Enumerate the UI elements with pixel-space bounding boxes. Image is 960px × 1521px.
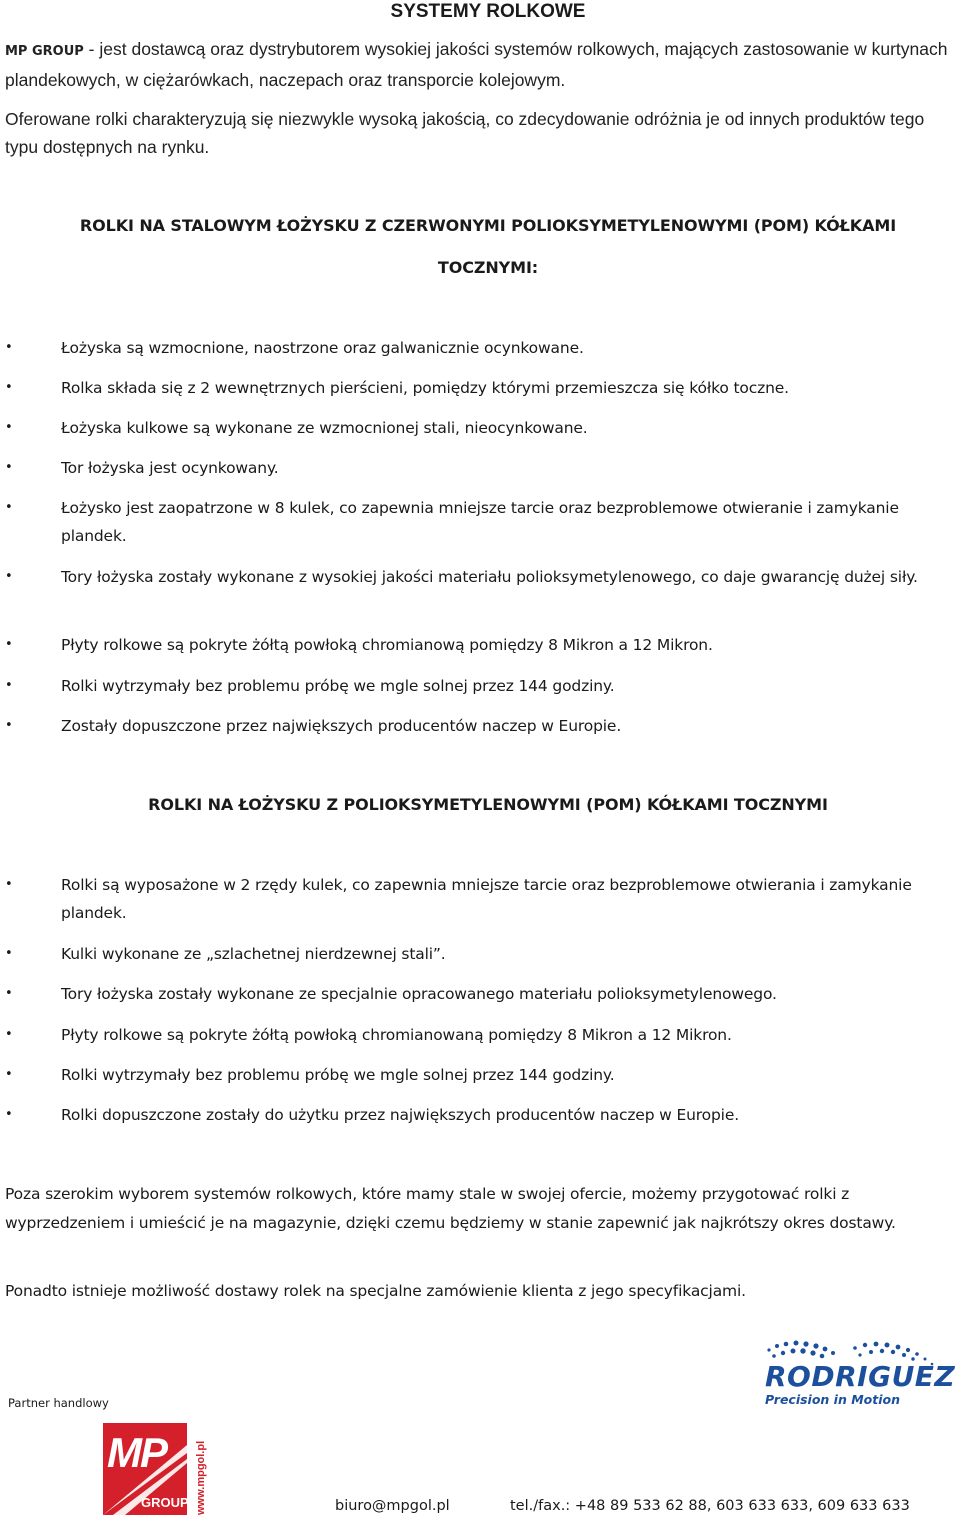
footer-phone: tel./fax.: +48 89 533 62 88, 603 633 633, 609 633 633 <box>510 1498 910 1514</box>
section2-heading: ROLKI NA ŁOŻYSKU Z POLIOKSYMETYLENOWYMI (POM) KÓŁKAMI TOCZNYMI <box>148 795 828 814</box>
footer-email[interactable]: biuro@mpgol.pl <box>335 1498 450 1514</box>
closing-paragraph-2: Ponadto istnieje możliwość dostawy rolek na specjalne zamówienie klienta z jego specyfikacjami. <box>5 1282 746 1300</box>
intro-text-1: - jest dostawcą oraz dystrybutorem wysokiej jakości systemów rolkowych, mających zastosowanie w kurtynach plandekowych, w ciężarówkach, naczepach oraz transporcie kolejowym. <box>5 39 948 90</box>
intro-paragraph-1 <box>5 35 955 94</box>
rodriguez-tagline: Precision in Motion <box>765 1392 900 1407</box>
list-item: • Zostały dopuszczone przez największych producentów naczep w Europie. <box>61 712 951 740</box>
closing-paragraph-1: Poza szerokim wyborem systemów rolkowych, które mamy stale w swojej ofercie, możemy przygotować rolki z wyprzedzeniem i umieścić je na magazynie, dzięki czemu będziemy w stanie zapewnić jak najkrótszy okres dostawy. <box>5 1185 896 1232</box>
rodriguez-logo <box>755 1336 955 1416</box>
mp-letters: MP <box>107 1429 166 1476</box>
mp-url-vertical: www.mpgol.pl <box>195 1440 207 1515</box>
rodriguez-wordmark: RODRIGUEZ <box>765 1360 956 1393</box>
partner-label: Partner handlowy <box>8 1396 109 1410</box>
list-item: • Kulki wykonane ze „szlachetnej nierdzewnej stali”. <box>61 940 951 968</box>
list-item: • Płyty rolkowe są pokryte żółtą powłoką chromianowaną pomiędzy 8 Mikron a 12 Mikron. <box>61 1021 951 1049</box>
list-item: • Płyty rolkowe są pokryte żółtą powłoką chromianową pomiędzy 8 Mikron a 12 Mikron. <box>61 631 951 659</box>
list-item: • Tory łożyska zostały wykonane ze specjalnie opracowanego materiału polioksymetylenowego. <box>61 980 951 1008</box>
mp-group-text: GROUP <box>141 1495 189 1510</box>
list-item: • Łożyska kulkowe są wykonane ze wzmocnionej stali, nieocynkowane. <box>61 414 951 442</box>
intro-paragraph-2: Oferowane rolki charakteryzują się niezwykle wysoką jakością, co zdecydowanie odróżnia je od innych produktów tego typu dostępnych na rynku. <box>5 109 925 157</box>
list-item: • Łożysko jest zaopatrzone w 8 kulek, co zapewnia mniejsze tarcie oraz bezproblemowe otwieranie i zamykanie plandek. <box>61 494 951 550</box>
list-item: • Tory łożyska zostały wykonane z wysokiej jakości materiału polioksymetylenowego, co daje gwarancję dużej siły. <box>61 563 951 591</box>
page-title: SYSTEMY ROLKOWE <box>390 1 586 22</box>
list-item: • Rolka składa się z 2 wewnętrznych pierścieni, pomiędzy którymi przemieszcza się kółko toczne. <box>61 374 951 402</box>
list-item: • Rolki wytrzymały bez problemu próbę we mgle solnej przez 144 godziny. <box>61 1061 951 1089</box>
section1-heading-cont: TOCZNYMI: <box>437 258 539 277</box>
mp-group-logo <box>103 1423 207 1515</box>
list-item: • Rolki wytrzymały bez problemu próbę we mgle solnej przez 144 godziny. <box>61 672 951 700</box>
list-item: • Tor łożyska jest ocynkowany. <box>61 454 951 482</box>
list-item: • Łożyska są wzmocnione, naostrzone oraz galwanicznie ocynkowane. <box>61 334 951 362</box>
brand-name: MP GROUP <box>5 44 84 59</box>
section1-heading: ROLKI NA STALOWYM ŁOŻYSKU Z CZERWONYMI POLIOKSYMETYLENOWYMI (POM) KÓŁKAMI <box>79 216 897 235</box>
list-item: • Rolki dopuszczone zostały do użytku przez największych producentów naczep w Europie. <box>61 1101 951 1129</box>
list-item: • Rolki są wyposażone w 2 rzędy kulek, co zapewnia mniejsze tarcie oraz bezproblemowe otwierania i zamykanie plandek. <box>61 871 951 927</box>
